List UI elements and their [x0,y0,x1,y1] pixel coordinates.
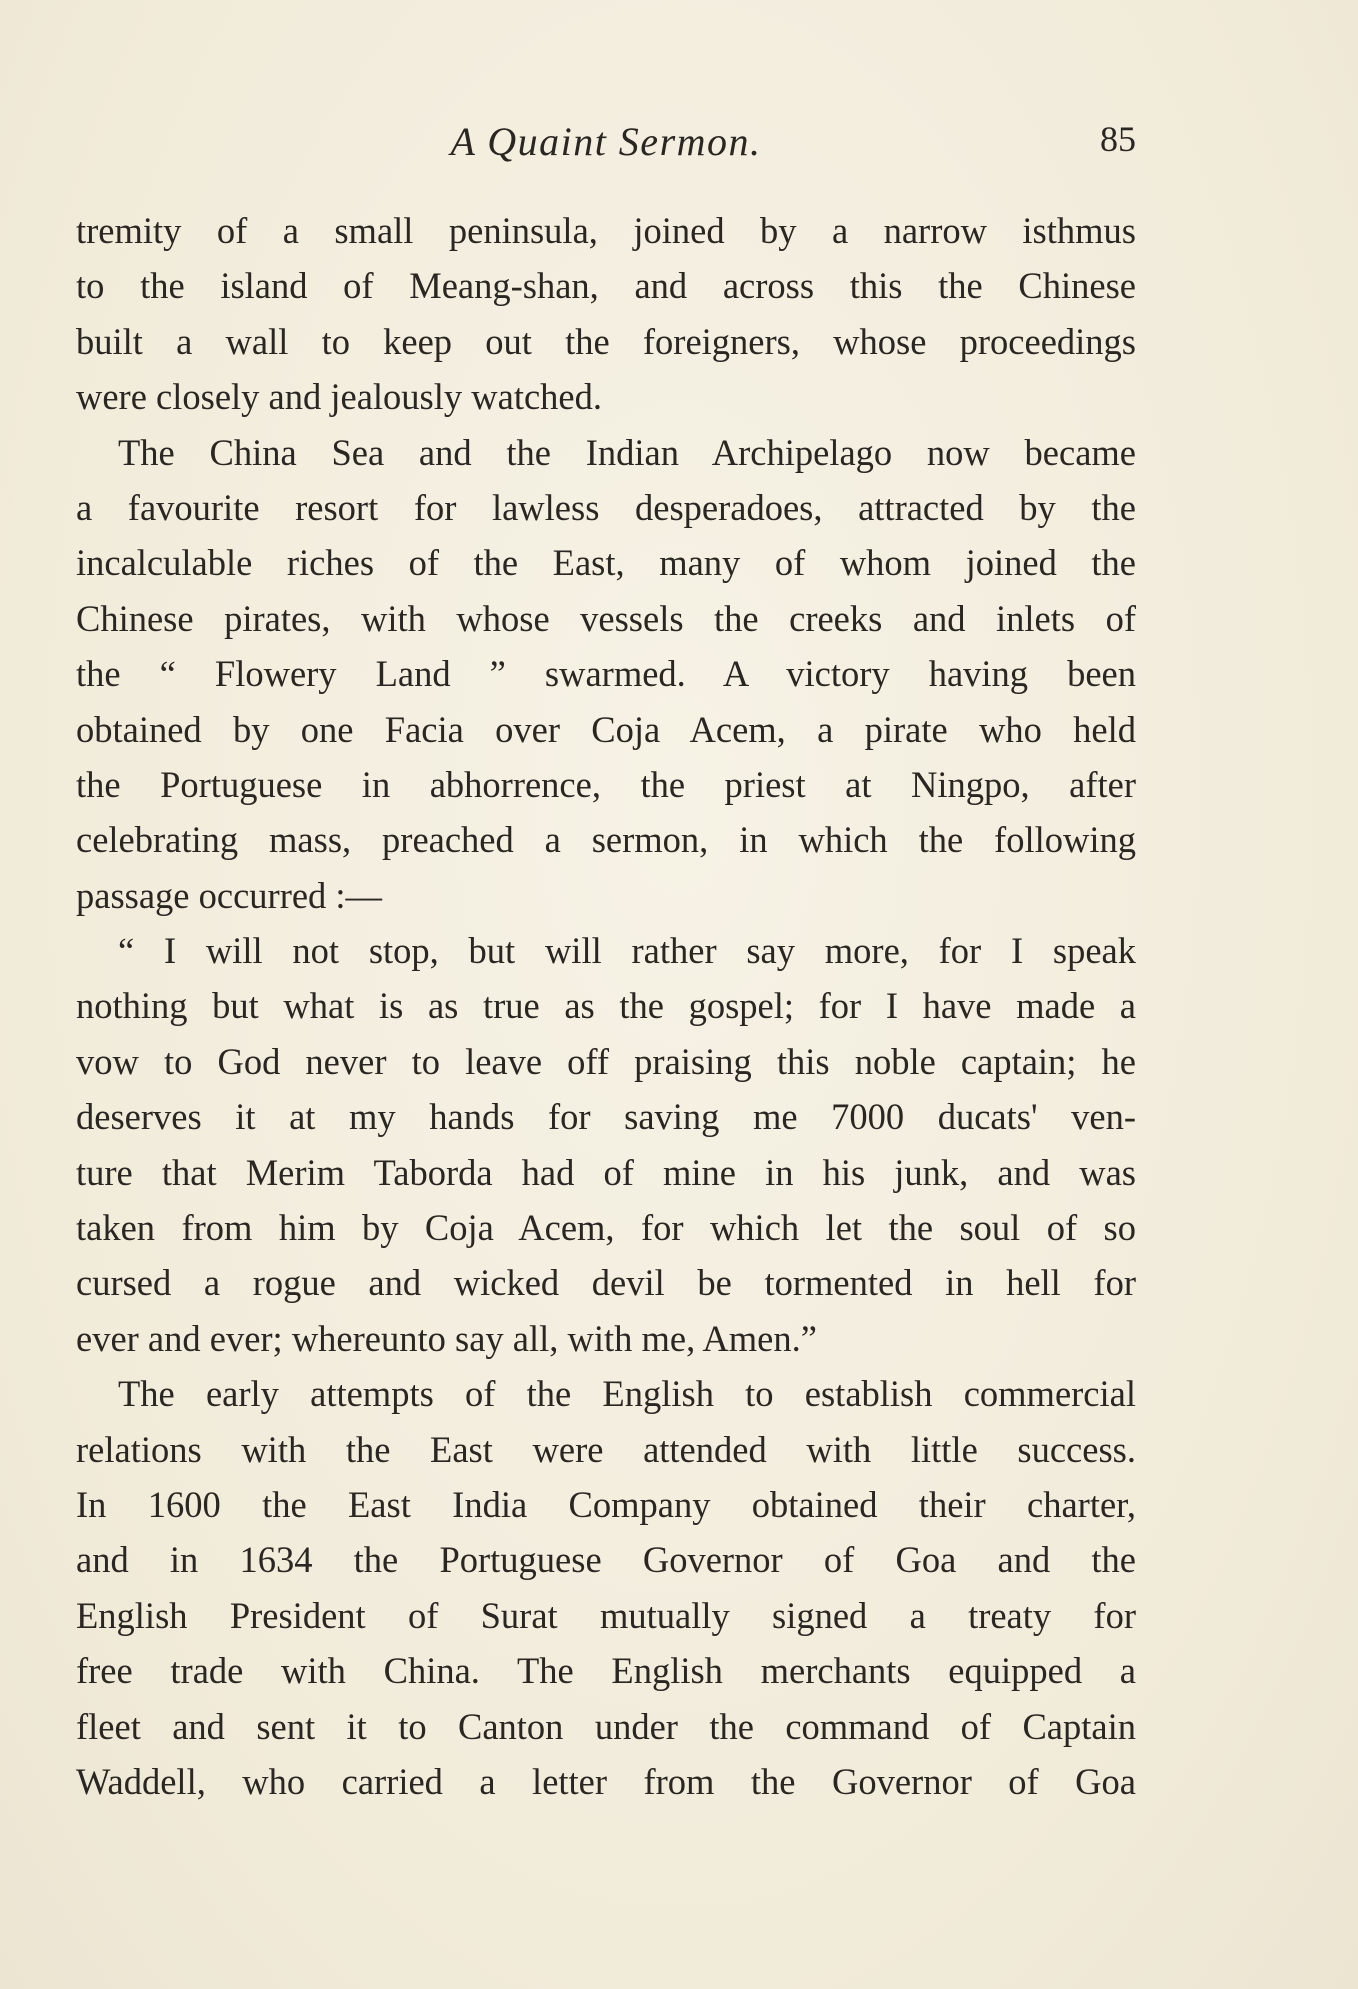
text-line: incalculable riches of the East, many of whom joined the [76,542,1136,584]
text-line: English President of Surat mutually signed a treaty for [76,1594,1136,1636]
text-line: a favourite resort for lawless desperadoes, attracted by the [76,486,1136,528]
text-line: ture that Merim Taborda had of mine in his junk, and was [76,1151,1136,1193]
text-line: to the island of Meang-shan, and across this the Chinese [76,265,1136,307]
body-text [76,203,1136,1809]
text-line: relations with the East were attended with little success. [76,1428,1136,1470]
text-line: the “ Flowery Land ” swarmed. A victory having been [76,653,1136,695]
text-line: built a wall to keep out the foreigners, whose proceedings [76,320,1136,362]
text-line: celebrating mass, preached a sermon, in which the following [76,819,1136,861]
text-line: and in 1634 the Portuguese Governor of Goa and the [76,1539,1136,1581]
text-line: deserves it at my hands for saving me 7000 ducats' ven- [76,1096,1136,1138]
page-header [76,118,1136,178]
running-title: A Quaint Sermon. [450,119,762,164]
text-line: obtained by one Facia over Coja Acem, a pirate who held [76,708,1136,750]
text-line: nothing but what is as true as the gospel; for I have made a [76,985,1136,1027]
text-line: Waddell, who carried a letter from the Governor of Goa [76,1760,1136,1802]
text-line: the Portuguese in abhorrence, the priest at Ningpo, after [76,763,1136,805]
page-number: 85 [1100,119,1136,159]
text-line: taken from him by Coja Acem, for which let the soul of so [76,1207,1136,1249]
text-line: vow to God never to leave off praising this noble captain; he [76,1040,1136,1082]
text-line: cursed a rogue and wicked devil be tormented in hell for [76,1262,1136,1304]
text-line: ever and ever; whereunto say all, with me, Amen.” [76,1317,817,1359]
text-line: were closely and jealously watched. [76,376,603,418]
text-line: “ I will not stop, but will rather say more, for I speak [118,930,1136,972]
text-line: The China Sea and the Indian Archipelago now became [118,431,1136,473]
text-line: In 1600 the East India Company obtained their charter, [76,1483,1136,1525]
text-line: free trade with China. The English merchants equipped a [76,1650,1136,1692]
text-line: fleet and sent it to Canton under the command of Captain [76,1705,1136,1747]
text-line: Chinese pirates, with whose vessels the creeks and inlets of [76,597,1136,639]
text-line: The early attempts of the English to establish commercial [118,1373,1136,1415]
text-line: passage occurred :— [76,874,383,916]
text-line: tremity of a small peninsula, joined by a narrow isthmus [76,210,1136,251]
